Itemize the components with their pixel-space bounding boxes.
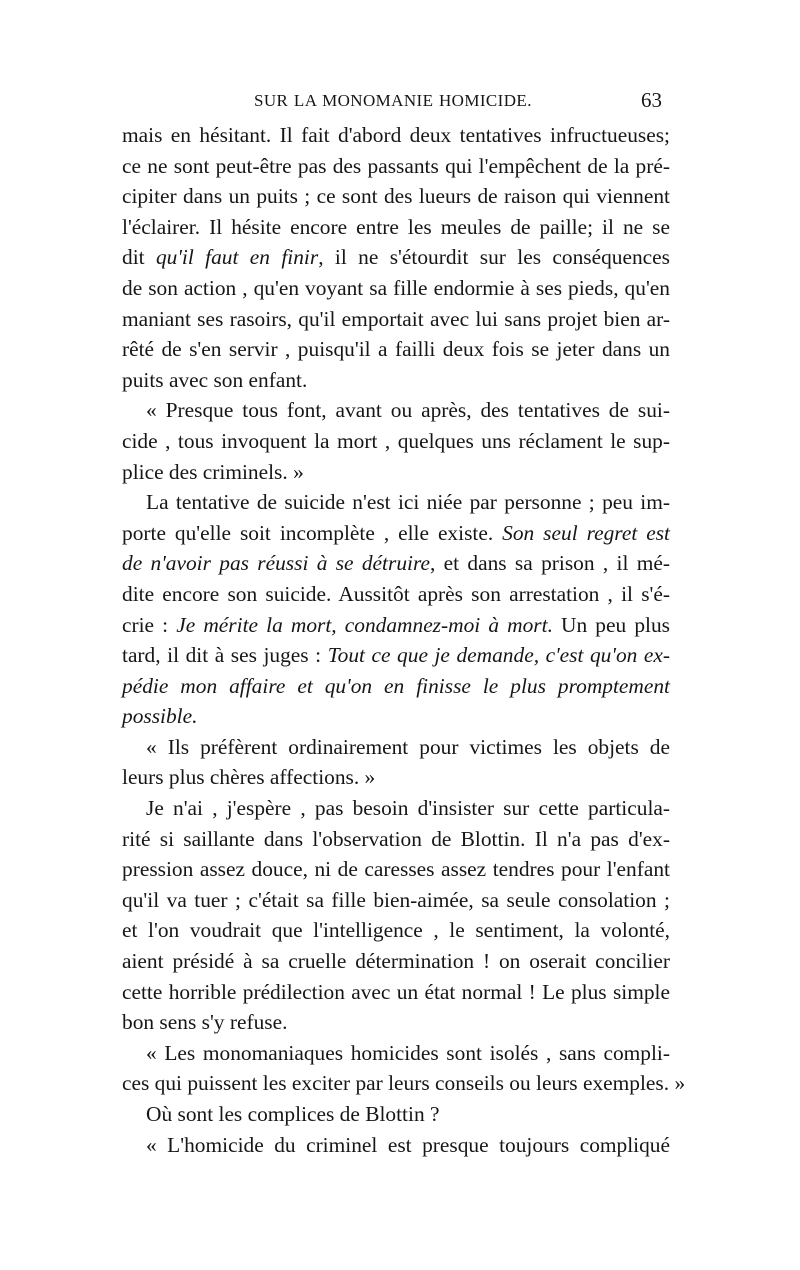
- text-segment: Un peu plus: [552, 612, 670, 637]
- text-line: Où sont les complices de Blottin ?: [146, 1102, 440, 1126]
- text-line: « L'homicide du criminel est presque toujours compliqué: [146, 1132, 670, 1157]
- text-line: La tentative de suicide n'est ici niée par personne ; peu im-: [146, 490, 670, 515]
- text-line: [122, 610, 670, 641]
- text-line: aient présidé à sa cruelle détermination ! on oserait concilier: [122, 949, 670, 974]
- text-line: cide , tous invoquent la mort , quelques uns réclament le sup-: [122, 428, 670, 453]
- text-line: dite encore son suicide. Aussitôt après son arrestation , il s'é-: [122, 581, 670, 606]
- text-segment: dit: [122, 245, 156, 270]
- body-text: [122, 120, 686, 1160]
- text-line: maniant ses rasoirs, qu'il emportait avec lui sans projet bien ar-: [122, 306, 670, 331]
- text-line: leurs plus chères affections. »: [122, 765, 376, 790]
- text-line: [122, 518, 670, 549]
- text-line: cipiter dans un puits ; ce sont des lueurs de raison qui viennent: [122, 184, 670, 209]
- text-segment: , et dans sa prison , il mé-: [429, 551, 670, 576]
- text-line: bon sens s'y refuse.: [122, 1010, 288, 1035]
- text-line: l'éclairer. Il hésite encore entre les meules de paille; il ne se: [122, 214, 670, 239]
- running-title: SUR LA MONOMANIE HOMICIDE.: [254, 91, 532, 110]
- text-line: « Presque tous font, avant ou après, des tentatives de sui-: [146, 398, 670, 423]
- text-line: « Ils préfèrent ordinairement pour victimes les objets de: [146, 734, 670, 759]
- text-line: plice des criminels. »: [122, 459, 304, 484]
- italic-segment: possible.: [122, 704, 198, 729]
- text-line: cette horrible prédilection avec un état normal ! Le plus simple: [122, 979, 670, 1004]
- text-line: « Les monomaniaques homicides sont isolés , sans compli-: [146, 1040, 670, 1065]
- text-line: [122, 242, 670, 273]
- text-line: qu'il va tuer ; c'était sa fille bien-aimée, sa seule consolation ;: [122, 887, 670, 912]
- italic-segment: pédie mon affaire et qu'on en finisse le plus promptement: [122, 673, 670, 698]
- text-segment: porte qu'elle soit incomplète , elle existe.: [122, 520, 503, 545]
- page-number: 63: [641, 88, 662, 112]
- italic-segment: Tout ce que je demande, c'est qu'on ex-: [327, 643, 670, 668]
- text-line: de son action , qu'en voyant sa fille endormie à ses pieds, qu'en: [122, 275, 670, 300]
- text-line: [122, 701, 670, 732]
- text-line: [122, 640, 670, 671]
- text-line: rêté de s'en servir , puisqu'il a failli deux fois se jeter dans un: [122, 337, 670, 362]
- text-line: ces qui puissent les exciter par leurs conseils ou leurs exemples. »: [122, 1071, 686, 1096]
- page-header: [122, 88, 662, 118]
- text-line: ce ne sont peut-être pas des passants qui l'empêchent de la pré-: [122, 153, 670, 178]
- text-line: pression assez douce, ni de caresses assez tendres pour l'enfant: [122, 857, 670, 882]
- text-line: [122, 548, 670, 579]
- text-line: puits avec son enfant.: [122, 367, 308, 392]
- text-line: et l'on voudrait que l'intelligence , le sentiment, la volonté,: [122, 918, 670, 943]
- text-line: [122, 671, 670, 702]
- italic-segment: Je mérite la mort, condamnez-moi à mort.: [176, 612, 553, 637]
- text-segment: tard, il dit à ses juges :: [122, 643, 328, 668]
- text-segment: , il ne s'étourdit sur les conséquences: [318, 245, 670, 270]
- italic-segment: de n'avoir pas réussi à se détruire: [122, 551, 430, 576]
- text-segment: crie :: [122, 612, 177, 637]
- italic-segment: qu'il faut en finir: [155, 245, 319, 270]
- text-line: rité si saillante dans l'observation de Blottin. Il n'a pas d'ex-: [122, 826, 670, 851]
- italic-segment: Son seul regret est: [502, 520, 670, 545]
- text-line: Je n'ai , j'espère , pas besoin d'insister sur cette particula-: [146, 796, 670, 821]
- text-line: mais en hésitant. Il fait d'abord deux tentatives infructueuses;: [122, 123, 670, 147]
